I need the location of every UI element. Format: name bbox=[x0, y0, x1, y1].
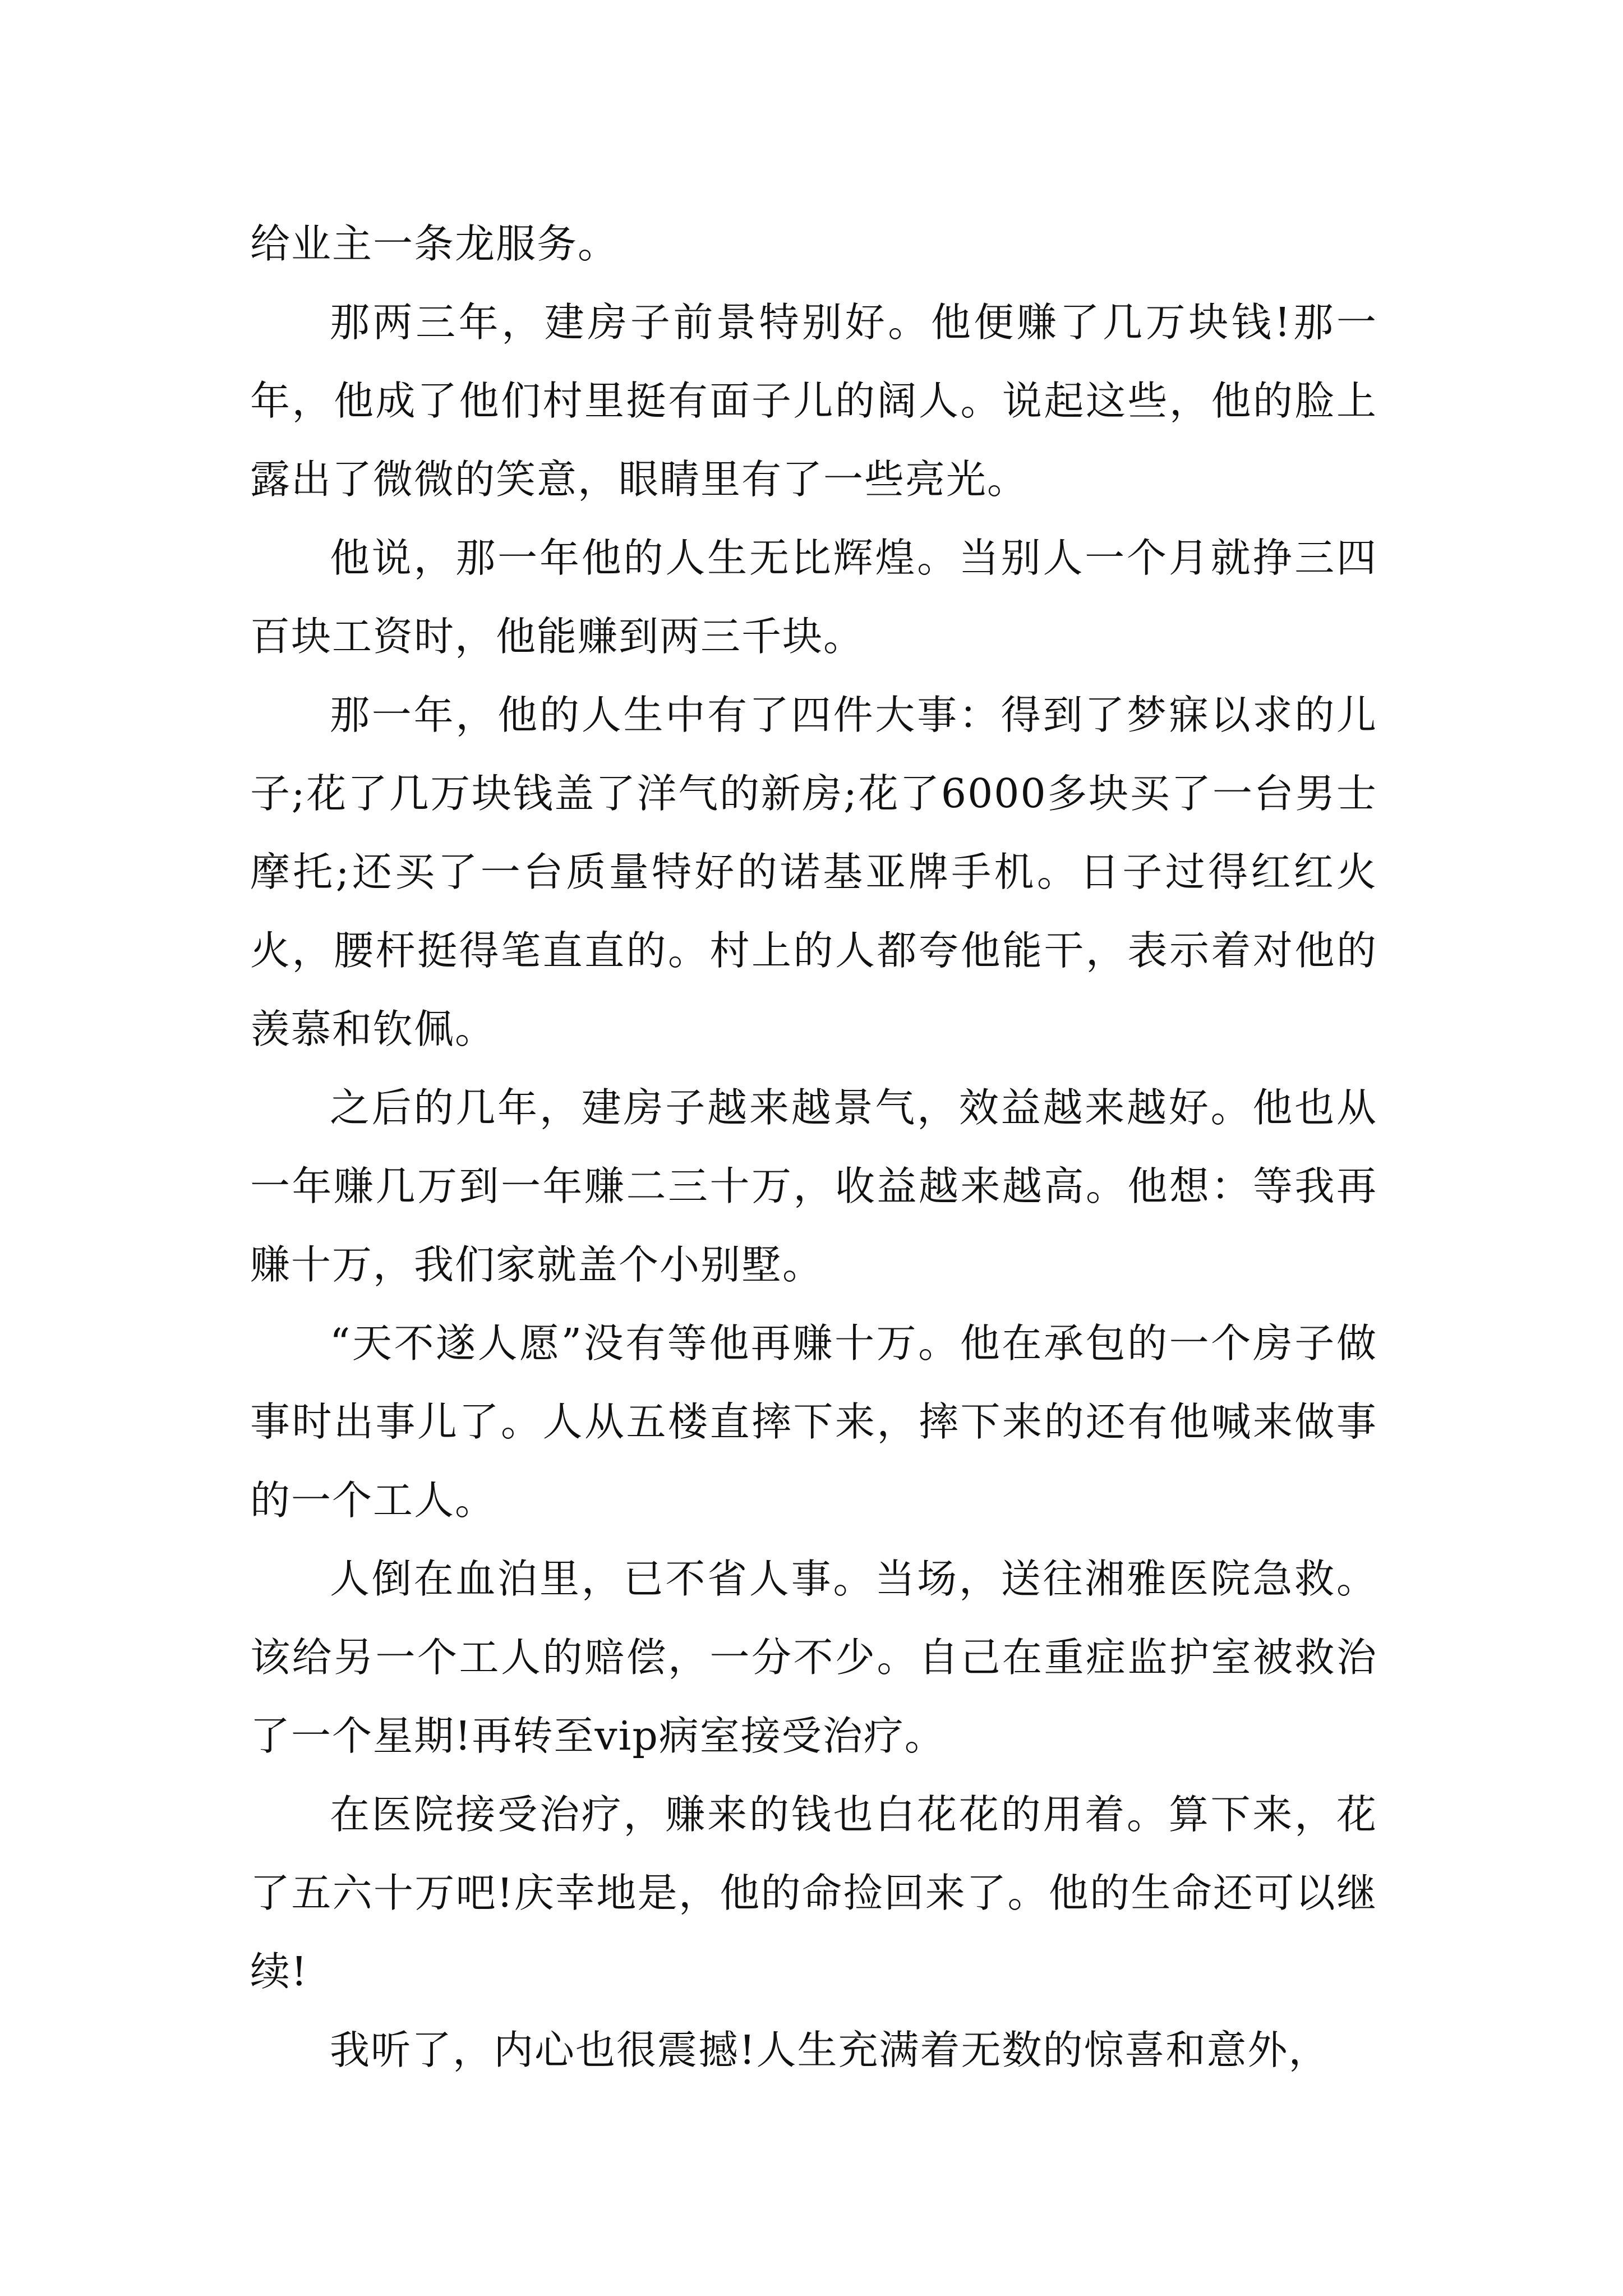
paragraph-8: 在医院接受治疗，赚来的钱也白花花的用着。算下来，花了五六十万吧!庆幸地是，他的命捡回来了。他的生命还可以继续! bbox=[250, 1791, 1377, 1995]
paragraph-9: 我听了，内心也很震撼!人生充满着无数的惊喜和意外， bbox=[330, 2027, 1330, 2073]
paragraph-4: 那一年，他的人生中有了四件大事：得到了梦寐以求的儿子;花了几万块钱盖了洋气的新房;花了6000多块买了一台男士摩托;还买了一台质量特好的诺基亚牌手机。日子过得红红火火，腰杆挺得笔直直的。村上的人都夸他能干，表示着对他的羡慕和钦佩。 bbox=[250, 692, 1377, 1052]
paragraph-1: 给业主一条龙服务。 bbox=[250, 220, 619, 267]
paragraph-2: 那两三年，建房子前景特别好。他便赚了几万块钱!那一年，他成了他们村里挺有面子儿的阔人。说起这些，他的脸上露出了微微的笑意，眼睛里有了一些亮光。 bbox=[250, 299, 1377, 503]
paragraph-7: 人倒在血泊里，已不省人事。当场，送往湘雅医院急救。该给另一个工人的赔偿，一分不少。自己在重症监护室被救治了一个星期!再转至vip病室接受治疗。 bbox=[250, 1556, 1377, 1759]
paragraph-3: 他说，那一年他的人生无比辉煌。当别人一个月就挣三四百块工资时，他能赚到两三千块。 bbox=[250, 535, 1377, 660]
paragraph-5: 之后的几年，建房子越来越景气，效益越来越好。他也从一年赚几万到一年赚二三十万，收益越来越高。他想：等我再赚十万，我们家就盖个小别墅。 bbox=[250, 1084, 1377, 1288]
paragraph-6: “天不遂人愿”没有等他再赚十万。他在承包的一个房子做事时出事儿了。人从五楼直摔下来，摔下来的还有他喊来做事的一个工人。 bbox=[250, 1320, 1377, 1524]
document-body bbox=[250, 205, 1377, 2090]
